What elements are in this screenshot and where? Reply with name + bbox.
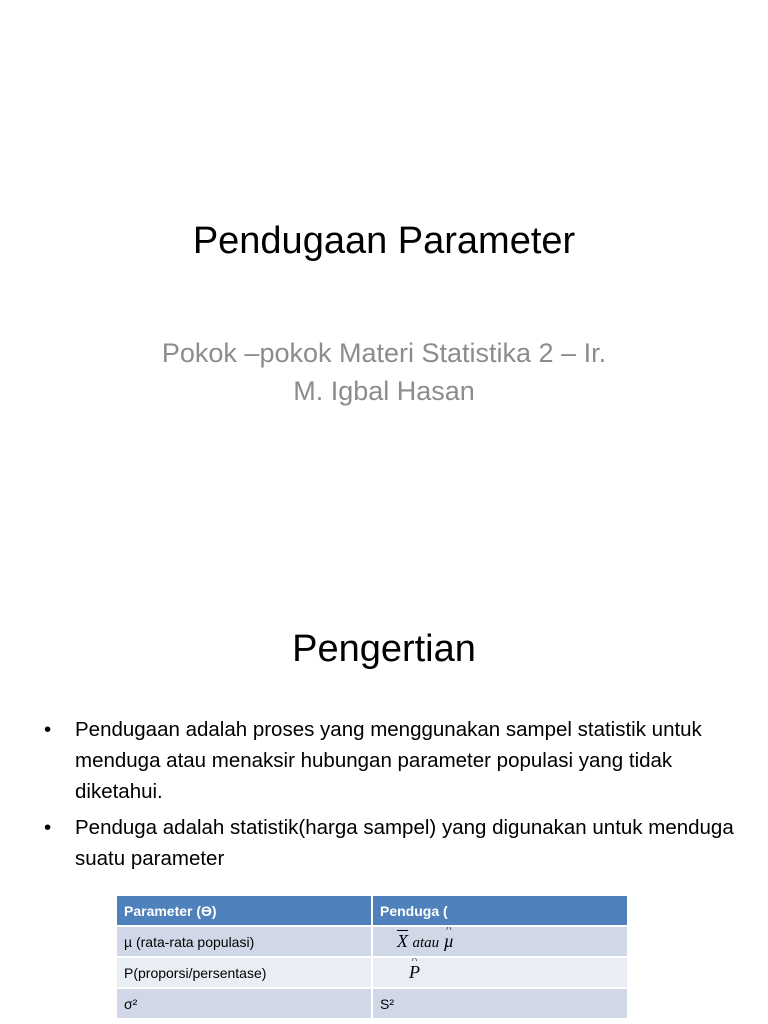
- cell-parameter: P(proporsi/persentase): [117, 957, 372, 988]
- bullet-item: [44, 714, 734, 807]
- bullet-text: Penduga adalah statistik(harga sampel) yang digunakan untuk menduga suatu parameter: [75, 816, 734, 870]
- presentation-subtitle: [84, 334, 684, 410]
- bullet-dot-icon: •: [44, 718, 52, 741]
- header-parameter: Parameter (Ө): [117, 896, 372, 926]
- table-row: [117, 988, 627, 1019]
- p-hat-symbol: ^ P: [409, 962, 420, 983]
- slide-heading: Pengertian: [292, 628, 476, 670]
- cell-parameter: σ²: [117, 988, 372, 1019]
- cell-estimator: [372, 957, 627, 988]
- bullet-item: [44, 812, 734, 874]
- cell-estimator: [372, 926, 627, 957]
- bullet-text: Pendugaan adalah proses yang menggunakan sampel statistik untuk menduga atau menaksir hubungan parameter populasi yang tidak diketahui.: [75, 718, 702, 803]
- cell-estimator: S²: [372, 988, 627, 1019]
- table-header-row: [117, 896, 627, 926]
- subtitle-line-2: M. Igbal Hasan: [293, 376, 475, 406]
- atau-text: atau: [412, 935, 440, 951]
- table-row: [117, 957, 627, 988]
- bullet-list: [44, 714, 734, 879]
- parameter-table: [117, 896, 627, 1020]
- cell-parameter: µ (rata-rata populasi): [117, 926, 372, 957]
- bullet-dot-icon: •: [44, 816, 52, 839]
- presentation-title: Pendugaan Parameter: [192, 220, 576, 262]
- slide-pengertian: [0, 580, 768, 1024]
- subtitle-line-1: Pokok –pokok Materi Statistika 2 – Ir.: [161, 338, 607, 368]
- mu-hat-symbol: ^ µ: [444, 931, 454, 952]
- x-bar-symbol: $\overline{X}$: [397, 931, 408, 951]
- table-row: [117, 926, 627, 957]
- header-penduga: Penduga (: [372, 896, 627, 926]
